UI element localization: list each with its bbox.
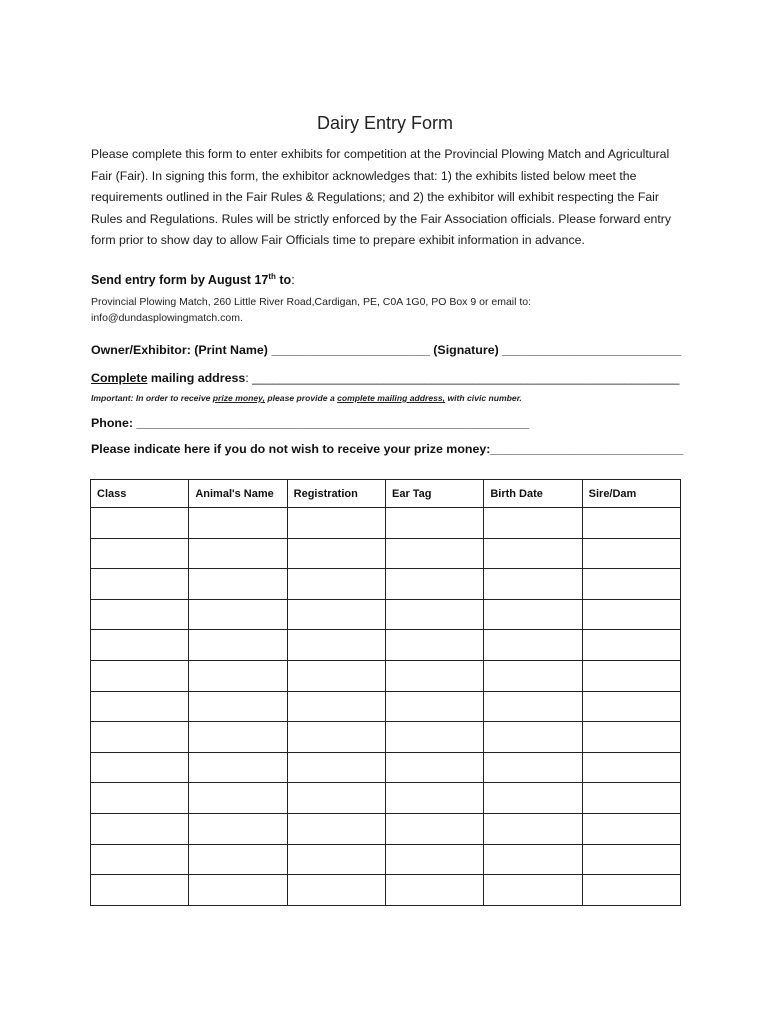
table-cell[interactable] bbox=[189, 660, 287, 691]
table-cell[interactable] bbox=[484, 722, 582, 753]
page-title: Dairy Entry Form bbox=[316, 113, 453, 133]
table-cell[interactable] bbox=[582, 508, 680, 539]
table-cell[interactable] bbox=[582, 630, 680, 661]
table-cell[interactable] bbox=[189, 783, 287, 814]
table-cell[interactable] bbox=[484, 783, 582, 814]
table-cell[interactable] bbox=[287, 875, 385, 906]
table-cell[interactable] bbox=[189, 569, 287, 600]
entries-table-body bbox=[91, 508, 681, 906]
table-cell[interactable] bbox=[385, 569, 483, 600]
table-cell[interactable] bbox=[385, 875, 483, 906]
table-cell[interactable] bbox=[287, 660, 385, 691]
table-cell[interactable] bbox=[91, 813, 189, 844]
table-row bbox=[91, 691, 681, 722]
table-cell[interactable] bbox=[189, 538, 287, 569]
column-header-sire-dam: Sire/Dam bbox=[582, 480, 680, 508]
table-row bbox=[91, 752, 681, 783]
table-cell[interactable] bbox=[91, 599, 189, 630]
send-prefix: Send entry form by August 17 bbox=[91, 273, 269, 288]
table-cell[interactable] bbox=[287, 691, 385, 722]
table-row bbox=[91, 722, 681, 753]
important-suffix: with civic number. bbox=[445, 393, 522, 403]
table-cell[interactable] bbox=[484, 599, 582, 630]
table-cell[interactable] bbox=[385, 538, 483, 569]
table-cell[interactable] bbox=[484, 538, 582, 569]
table-cell[interactable] bbox=[189, 752, 287, 783]
table-cell[interactable] bbox=[91, 508, 189, 539]
important-middle: please provide a bbox=[265, 393, 338, 403]
table-cell[interactable] bbox=[287, 844, 385, 875]
table-cell[interactable] bbox=[287, 630, 385, 661]
table-row bbox=[91, 538, 681, 569]
table-row bbox=[91, 508, 681, 539]
table-cell[interactable] bbox=[385, 660, 483, 691]
table-cell[interactable] bbox=[582, 752, 680, 783]
table-cell[interactable] bbox=[582, 569, 680, 600]
table-row bbox=[91, 813, 681, 844]
table-cell[interactable] bbox=[484, 752, 582, 783]
table-cell[interactable] bbox=[484, 844, 582, 875]
table-cell[interactable] bbox=[189, 630, 287, 661]
table-row bbox=[91, 783, 681, 814]
table-row bbox=[91, 569, 681, 600]
table-cell[interactable] bbox=[484, 508, 582, 539]
table-cell[interactable] bbox=[582, 722, 680, 753]
mailing-colon: : bbox=[245, 371, 249, 385]
table-cell[interactable] bbox=[484, 630, 582, 661]
table-cell[interactable] bbox=[484, 691, 582, 722]
table-cell[interactable] bbox=[385, 752, 483, 783]
table-cell[interactable] bbox=[287, 722, 385, 753]
send-superscript: th bbox=[268, 272, 276, 281]
table-cell[interactable] bbox=[385, 813, 483, 844]
table-cell[interactable] bbox=[287, 508, 385, 539]
table-cell[interactable] bbox=[287, 569, 385, 600]
table-cell[interactable] bbox=[287, 783, 385, 814]
mailing-blank: ______________________________________________________________ bbox=[248, 371, 680, 385]
table-header-row bbox=[91, 480, 681, 508]
table-cell[interactable] bbox=[189, 508, 287, 539]
table-cell[interactable] bbox=[385, 630, 483, 661]
table-cell[interactable] bbox=[385, 783, 483, 814]
table-cell[interactable] bbox=[385, 722, 483, 753]
column-header-birth-date: Birth Date bbox=[484, 480, 582, 508]
table-row bbox=[91, 599, 681, 630]
table-cell[interactable] bbox=[91, 752, 189, 783]
table-cell[interactable] bbox=[189, 875, 287, 906]
owner-exhibitor-field[interactable]: Owner/Exhibitor: (Print Name) _______________________ (Signature) __________________________ bbox=[91, 343, 682, 357]
table-cell[interactable] bbox=[189, 599, 287, 630]
table-cell[interactable] bbox=[287, 813, 385, 844]
table-cell[interactable] bbox=[484, 569, 582, 600]
table-row bbox=[91, 875, 681, 906]
column-header-class: Class bbox=[91, 480, 189, 508]
phone-field[interactable]: Phone: _________________________________________________________ bbox=[91, 416, 530, 430]
complete-mailing-address-text: complete mailing address, bbox=[337, 393, 446, 403]
table-cell[interactable] bbox=[189, 722, 287, 753]
prize-money-text: prize money, bbox=[212, 393, 265, 403]
table-cell[interactable] bbox=[91, 569, 189, 600]
table-cell[interactable] bbox=[91, 875, 189, 906]
table-row bbox=[91, 844, 681, 875]
table-cell[interactable] bbox=[582, 844, 680, 875]
table-cell[interactable] bbox=[385, 691, 483, 722]
table-cell[interactable] bbox=[385, 599, 483, 630]
column-header-registration: Registration bbox=[287, 480, 385, 508]
table-cell[interactable] bbox=[484, 875, 582, 906]
table-cell[interactable] bbox=[287, 752, 385, 783]
table-cell[interactable] bbox=[189, 691, 287, 722]
intro-paragraph: Please complete this form to enter exhibits for competition at the Provincial Plowing Match and Agricultural Fair (Fair). In signing this form, the exhibitor acknowledges that: 1) the exhibits listed below meet the requirements outlined in the Fair Rules & Regulations; and 2) the exhibitor will exhibit respecting the Fair Rules and Regulations. Rules will be strictly enforced by the Fair Association officials. Please forward entry form prior to show day to allow Fair Officials time to prepare exhibit information in advance. bbox=[91, 147, 672, 247]
entries-table bbox=[90, 479, 681, 906]
column-header-ear-tag: Ear Tag bbox=[385, 480, 483, 508]
table-cell[interactable] bbox=[582, 691, 680, 722]
prize-money-optout-field[interactable]: Please indicate here if you do not wish to receive your prize money:____________________________ bbox=[91, 442, 684, 456]
important-prefix: Important: In order to receive bbox=[91, 393, 213, 403]
table-cell[interactable] bbox=[385, 508, 483, 539]
send-suffix: to bbox=[275, 273, 292, 288]
complete-label: Complete bbox=[91, 371, 148, 385]
table-cell[interactable] bbox=[91, 691, 189, 722]
table-row bbox=[91, 630, 681, 661]
table-cell[interactable] bbox=[582, 660, 680, 691]
table-row bbox=[91, 660, 681, 691]
table-cell[interactable] bbox=[287, 599, 385, 630]
send-colon: : bbox=[291, 273, 295, 288]
table-cell[interactable] bbox=[582, 875, 680, 906]
table-cell[interactable] bbox=[287, 538, 385, 569]
mailing-address-field[interactable] bbox=[91, 371, 691, 385]
mailing-address-info: Provincial Plowing Match, 260 Little River Road,Cardigan, PE, C0A 1G0, PO Box 9 or email to: info@dundasplowingmatch.com. bbox=[91, 296, 532, 324]
table-cell[interactable] bbox=[91, 722, 189, 753]
table-cell[interactable] bbox=[582, 813, 680, 844]
table-cell[interactable] bbox=[484, 813, 582, 844]
send-deadline bbox=[91, 272, 295, 287]
table-cell[interactable] bbox=[385, 844, 483, 875]
table-cell[interactable] bbox=[582, 599, 680, 630]
table-cell[interactable] bbox=[189, 813, 287, 844]
column-header-animal-name: Animal's Name bbox=[189, 480, 287, 508]
table-cell[interactable] bbox=[91, 538, 189, 569]
table-cell[interactable] bbox=[91, 844, 189, 875]
table-cell[interactable] bbox=[582, 783, 680, 814]
table-cell[interactable] bbox=[484, 660, 582, 691]
mailing-label: mailing address bbox=[147, 371, 246, 385]
table-cell[interactable] bbox=[582, 538, 680, 569]
table-cell[interactable] bbox=[189, 844, 287, 875]
table-cell[interactable] bbox=[91, 660, 189, 691]
important-note bbox=[91, 393, 522, 403]
table-cell[interactable] bbox=[91, 630, 189, 661]
table-cell[interactable] bbox=[91, 783, 189, 814]
